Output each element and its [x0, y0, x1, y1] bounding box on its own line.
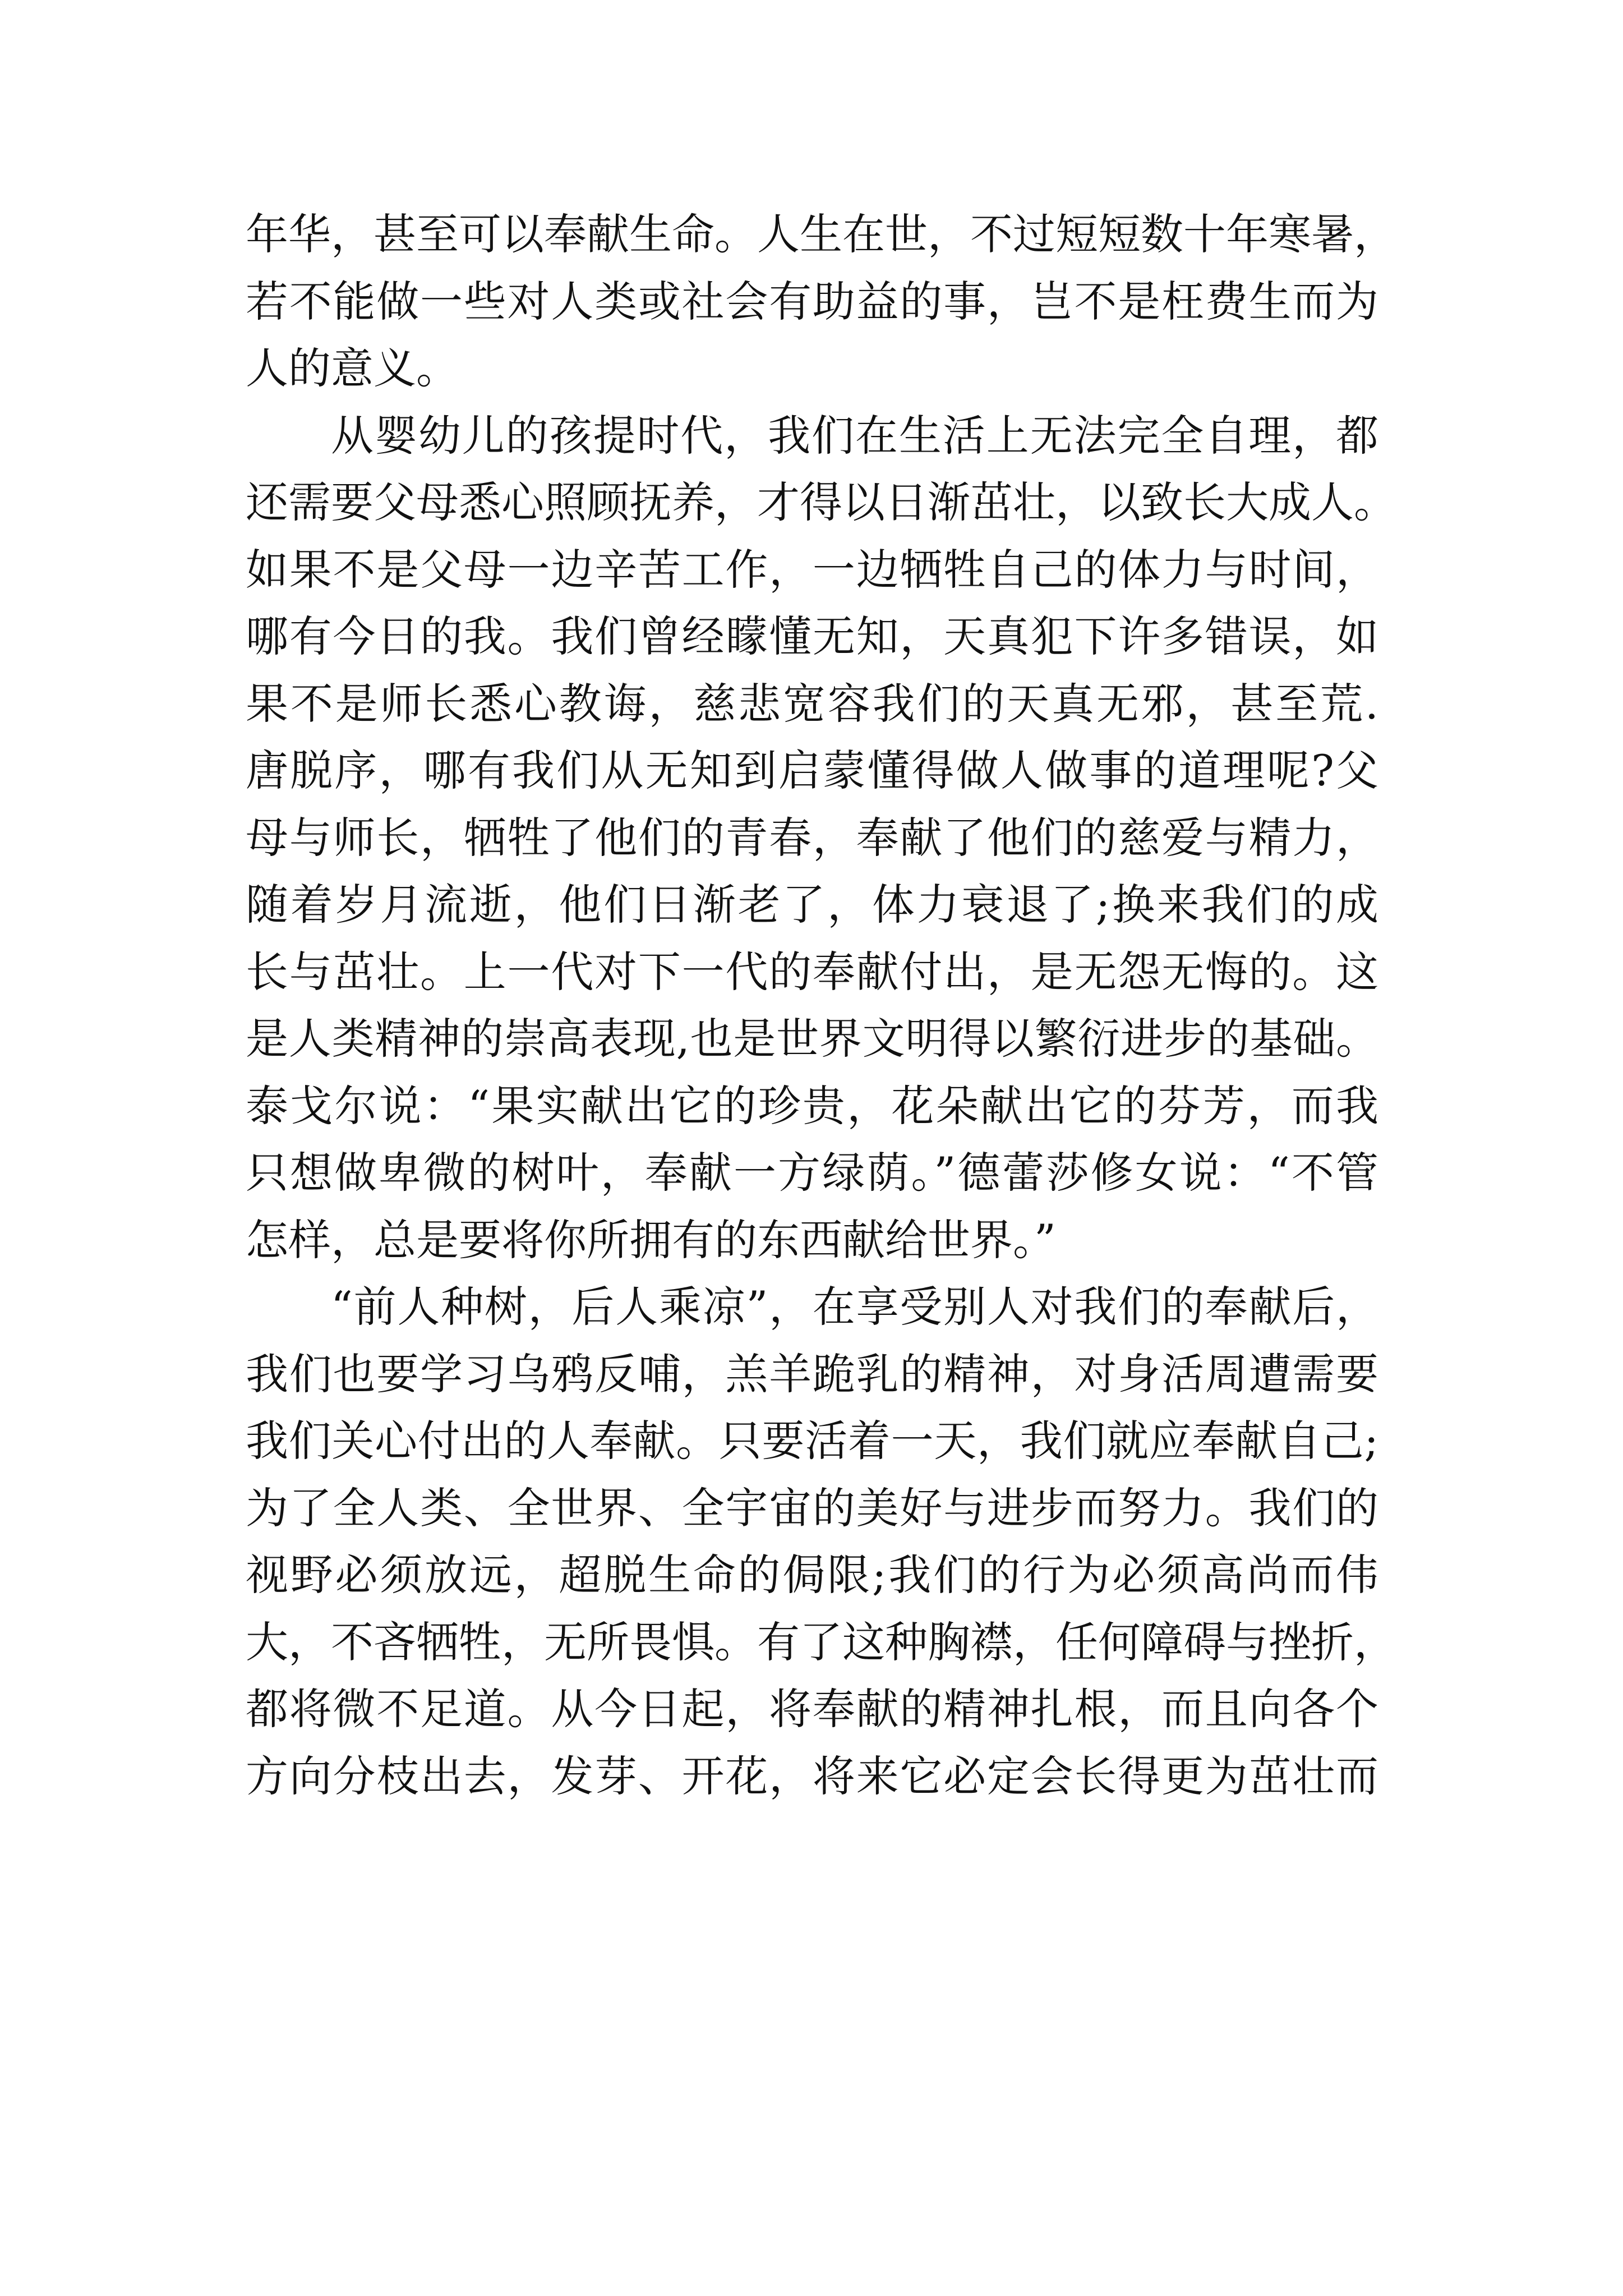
- text-line: 泰戈尔说：“果实献出它的珍贵，花朵献出它的芬芳，而我: [246, 1080, 1378, 1131]
- text-line: 方向分枝出去，发芽、开花，将来它必定会长得更为茁壮而: [246, 1751, 1378, 1801]
- text-line: 如果不是父母一边辛苦工作，一边牺牲自己的体力与时间，: [246, 544, 1378, 595]
- text-line: 大，不吝牺牲，无所畏惧。有了这种胸襟，任何障碍与挫折，: [246, 1617, 1396, 1667]
- text-line: 哪有今日的我。我们曾经矇懂无知，天真犯下许多错误，如: [246, 611, 1378, 661]
- text-line: 年华，甚至可以奉献生命。人生在世，不过短短数十年寒暑，: [246, 209, 1396, 259]
- text-line: 是人类精神的崇高表现,也是世界文明得以繁衍进步的基础。: [246, 1014, 1378, 1064]
- text-line: 唐脱序，哪有我们从无知到启蒙懂得做人做事的道理呢?父: [246, 746, 1378, 795]
- paragraph-end-line: 怎样，总是要将你所拥有的东西献给世界。”: [246, 1214, 1056, 1265]
- text-line: 我们也要学习乌鸦反哺，羔羊跪乳的精神，对身活周遭需要: [246, 1349, 1378, 1399]
- text-line: 我们关心付出的人奉献。只要活着一天，我们就应奉献自己;: [246, 1416, 1378, 1466]
- paragraph-start-line: “前人种树，后人乘凉”，在享受别人对我们的奉献后，: [331, 1282, 1378, 1332]
- text-line: 母与师长，牺牲了他们的青春，奉献了他们的慈爱与精力，: [246, 812, 1378, 863]
- text-line: 长与茁壮。上一代对下一代的奉献付出，是无怨无悔的。这: [246, 946, 1378, 997]
- text-line: 还需要父母悉心照顾抚养，才得以日渐茁壮，以致长大成人。: [246, 477, 1396, 527]
- text-line: 若不能做一些对人类或社会有助益的事，岂不是枉费生而为: [246, 276, 1378, 326]
- paragraph-end-line: 人的意义。: [246, 343, 459, 393]
- body-text: [246, 201, 1396, 1810]
- paragraph-start-line: 从婴幼儿的孩提时代，我们在生活上无法完全自理，都: [331, 410, 1378, 461]
- text-line: 为了全人类、全世界、全宇宙的美好与进步而努力。我们的: [246, 1483, 1378, 1533]
- text-line: 都将微不足道。从今日起，将奉献的精神扎根，而且向各个: [246, 1684, 1378, 1734]
- text-line: 随着岁月流逝，他们日渐老了，体力衰退了;换来我们的成: [246, 880, 1378, 930]
- text-line: 果不是师长悉心教诲，慈悲宽容我们的天真无邪，甚至荒.: [246, 678, 1378, 729]
- text-line: 只想做卑微的树叶，奉献一方绿荫。”德蕾莎修女说：“不管: [246, 1148, 1378, 1198]
- text-line: 视野必须放远，超脱生命的侷限;我们的行为必须高尚而伟: [246, 1550, 1378, 1600]
